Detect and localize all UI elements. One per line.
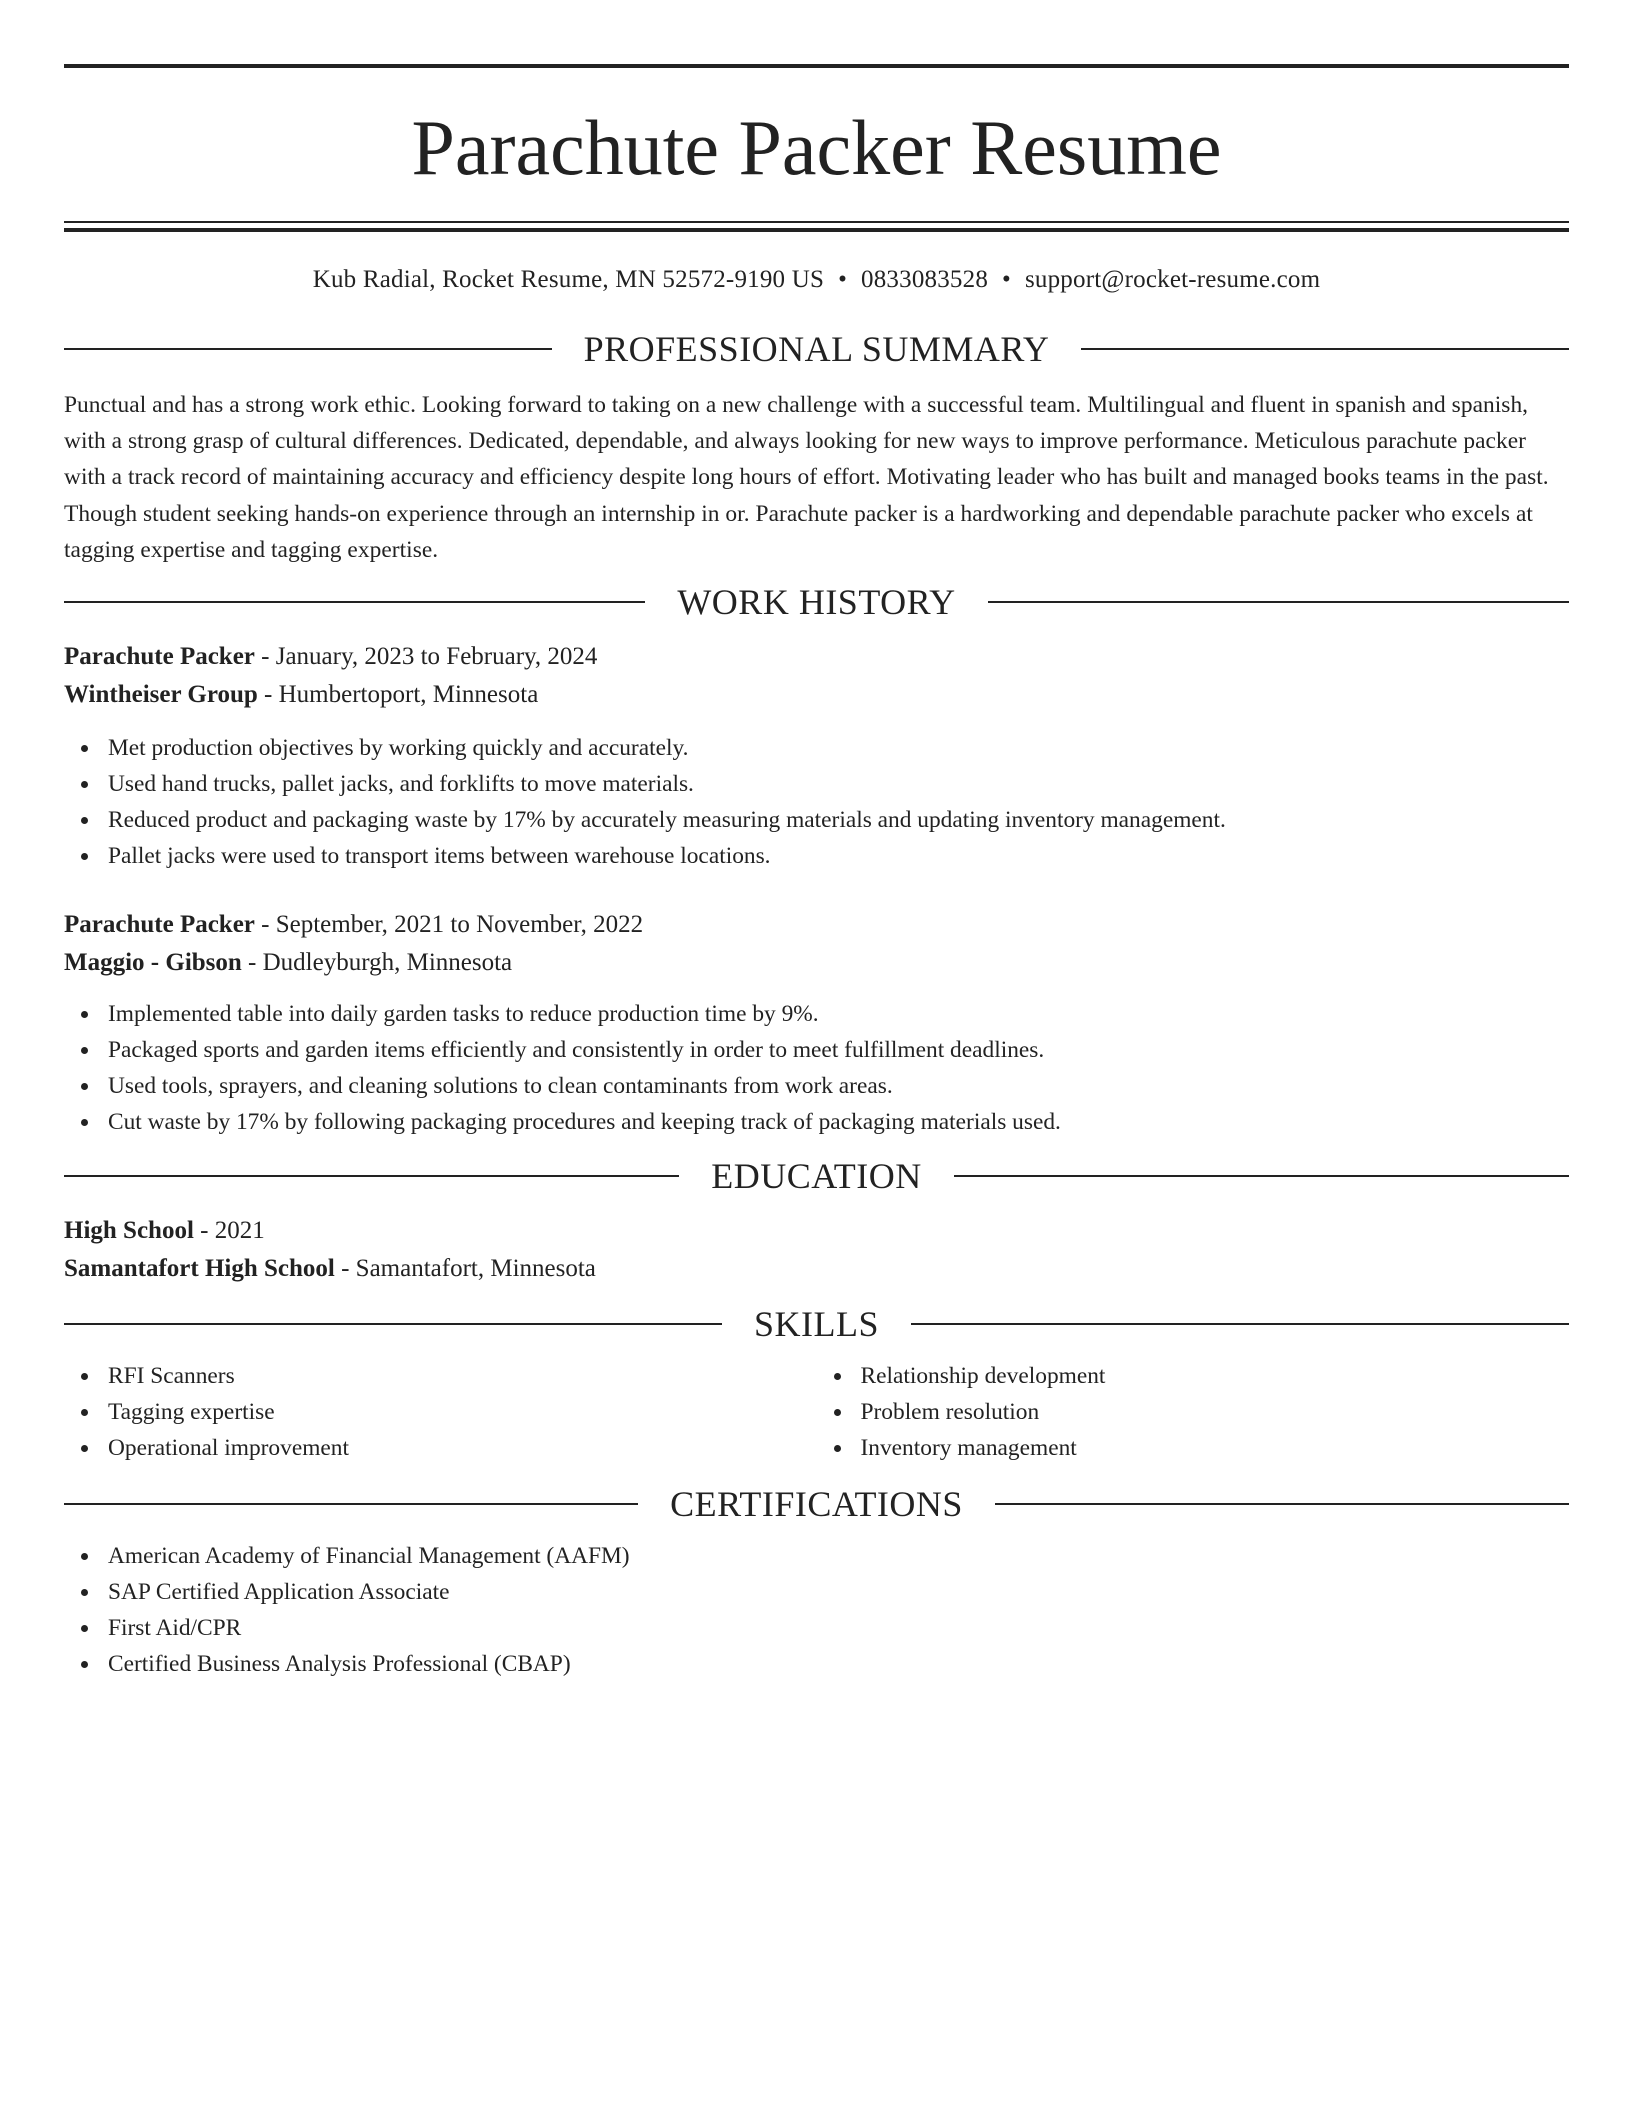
job-bullet: Implemented table into daily garden tasks to reduce production time by 9%. [108, 996, 1569, 1032]
heading-rule-left [64, 601, 645, 603]
job-bullets [64, 996, 1569, 1140]
job-title-line [64, 638, 1569, 676]
job-entry-2 [64, 906, 1569, 1140]
resume-title: Parachute Packer Resume [411, 104, 1222, 191]
top-rule [64, 64, 1569, 68]
heading-rule-left [64, 348, 552, 350]
skill-item: Relationship development [861, 1358, 1570, 1394]
job-bullet: Cut waste by 17% by following packaging procedures and keeping track of packaging materials used. [108, 1104, 1569, 1140]
skill-item: Tagging expertise [108, 1394, 817, 1430]
heading-rule-right [995, 1503, 1569, 1505]
job-location: - Humbertoport, Minnesota [257, 681, 539, 709]
job-company: Maggio - Gibson [64, 949, 242, 977]
education-school-line [64, 1250, 1569, 1288]
education-entry [64, 1212, 1569, 1288]
job-title: Parachute Packer [64, 643, 255, 671]
education-heading [64, 1156, 1569, 1196]
job-bullet: Packaged sports and garden items efficiently and consistently in order to meet fulfillment deadlines. [108, 1032, 1569, 1068]
education-location: - Samantafort, Minnesota [334, 1255, 596, 1283]
contact-line [64, 264, 1569, 296]
job-bullet: Pallet jacks were used to transport items between warehouse locations. [108, 838, 1569, 874]
job-entry-1 [64, 638, 1569, 874]
summary-text: Punctual and has a strong work ethic. Looking forward to taking on a new challenge with a successful team. Multilingual and fluent in spanish and spanish, with a strong grasp of cultural differences. Dedicated, dependable, and always looking for new ways to improve performance. Meticulous parachute packer with a track record of maintaining accuracy and efficiency despite long hours of effort. Motivating leader who has built and managed books teams in the past. Though student seeking hands-on experience through an internship in or. Parachute packer is a hardworking and dependable parachute packer who excels at tagging expertise and tagging expertise. [64, 392, 1549, 563]
contact-separator: • [1002, 266, 1011, 293]
education-school: Samantafort High School [64, 1255, 335, 1283]
education-degree-line [64, 1212, 1569, 1250]
job-bullet: Met production objectives by working quickly and accurately. [108, 730, 1569, 766]
job-company-line [64, 676, 1569, 714]
certifications-heading-label: CERTIFICATIONS [670, 1484, 963, 1525]
skill-item: Inventory management [861, 1430, 1570, 1466]
heading-rule-left [64, 1503, 638, 1505]
heading-rule-right [911, 1323, 1569, 1325]
job-bullets [64, 730, 1569, 874]
certifications-list [64, 1538, 1569, 1682]
skills-column-left [64, 1358, 817, 1466]
job-location: - Dudleyburgh, Minnesota [241, 949, 513, 977]
skills-heading-label: SKILLS [754, 1304, 880, 1345]
job-company-line [64, 944, 1569, 982]
summary-heading [64, 329, 1569, 369]
job-title: Parachute Packer [64, 911, 255, 939]
resume-page [64, 64, 1569, 1682]
title-double-rule [64, 221, 1569, 231]
summary-heading-label: PROFESSIONAL SUMMARY [583, 329, 1050, 369]
job-bullet: Used tools, sprayers, and cleaning solutions to clean contaminants from work areas. [108, 1068, 1569, 1104]
skills-column-right [817, 1358, 1570, 1466]
contact-email: support@rocket-resume.com [1024, 266, 1321, 293]
skills-grid [64, 1358, 1569, 1466]
contact-phone: 0833083528 [861, 266, 989, 293]
skills-heading [64, 1304, 1569, 1344]
work-history-heading-label: WORK HISTORY [677, 582, 956, 623]
education-heading-label: EDUCATION [711, 1156, 922, 1197]
education-year: - 2021 [193, 1217, 265, 1245]
certification-item: Certified Business Analysis Professional (CBAP) [108, 1646, 1569, 1682]
job-dates: - January, 2023 to February, 2024 [254, 643, 598, 671]
skill-item: Problem resolution [861, 1394, 1570, 1430]
work-history-heading [64, 582, 1569, 622]
heading-rule-right [988, 601, 1569, 603]
contact-address: Kub Radial, Rocket Resume, MN 52572-9190 US [312, 266, 825, 293]
certifications-heading [64, 1484, 1569, 1524]
education-degree: High School [64, 1217, 194, 1245]
job-bullet: Used hand trucks, pallet jacks, and forklifts to move materials. [108, 766, 1569, 802]
job-title-line [64, 906, 1569, 944]
job-company: Wintheiser Group [64, 681, 258, 709]
heading-rule-left [64, 1175, 679, 1177]
skill-item: RFI Scanners [108, 1358, 817, 1394]
contact-separator: • [838, 266, 848, 293]
certification-item: First Aid/CPR [108, 1610, 1569, 1646]
heading-rule-right [1081, 348, 1569, 350]
skill-item: Operational improvement [108, 1430, 817, 1466]
heading-rule-right [954, 1175, 1569, 1177]
job-dates: - September, 2021 to November, 2022 [254, 911, 644, 939]
heading-rule-left [64, 1323, 722, 1325]
certification-item: American Academy of Financial Management (AAFM) [108, 1538, 1569, 1574]
certification-item: SAP Certified Application Associate [108, 1574, 1569, 1610]
job-bullet: Reduced product and packaging waste by 17% by accurately measuring materials and updating inventory management. [108, 802, 1569, 838]
